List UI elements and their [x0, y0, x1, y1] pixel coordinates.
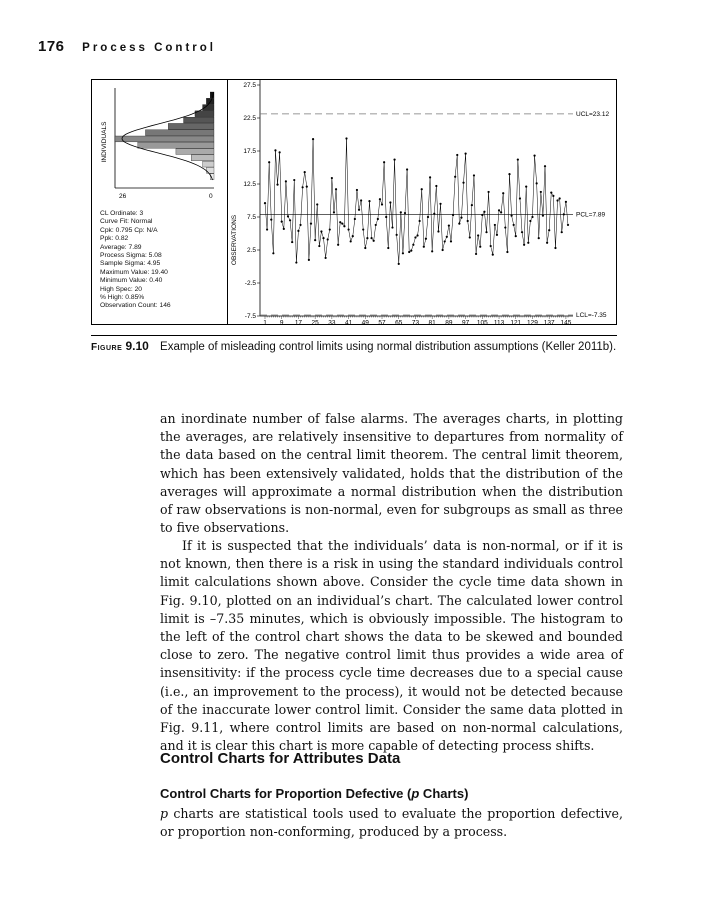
- data-point: [291, 241, 293, 243]
- histogram-bar: [138, 142, 214, 148]
- data-point: [477, 234, 479, 236]
- data-point: [521, 231, 523, 233]
- x-tick-label: 57: [378, 319, 386, 324]
- data-point: [389, 201, 391, 203]
- figure-number: 9.10: [125, 339, 149, 353]
- data-point: [266, 228, 268, 230]
- data-point: [299, 224, 301, 226]
- x-tick-label: 17: [294, 319, 303, 324]
- data-point: [404, 212, 406, 214]
- data-point: [471, 204, 473, 206]
- data-point: [510, 215, 512, 217]
- data-point: [385, 216, 387, 218]
- y-axis-label: OBSERVATIONS: [231, 214, 238, 266]
- data-point: [454, 176, 456, 178]
- data-point: [485, 231, 487, 233]
- hist-left-tick: 26: [119, 193, 127, 200]
- data-point: [554, 247, 556, 249]
- data-point: [327, 238, 329, 240]
- data-point: [381, 203, 383, 205]
- data-point: [285, 180, 287, 182]
- data-point: [481, 214, 483, 216]
- data-point: [398, 263, 400, 265]
- data-point: [465, 153, 467, 155]
- data-point: [513, 224, 515, 226]
- data-point: [494, 224, 496, 226]
- data-point: [492, 254, 494, 256]
- data-point: [329, 228, 331, 230]
- data-point: [446, 236, 448, 238]
- figure-9-10: [91, 79, 617, 325]
- heading-text: Charts): [419, 786, 469, 801]
- data-point: [362, 228, 364, 230]
- y-tick-label: 27.5: [243, 82, 256, 90]
- histogram-bar: [168, 123, 214, 129]
- data-point: [383, 161, 385, 163]
- data-point: [322, 237, 324, 239]
- histogram-svg: [92, 80, 228, 205]
- individuals-axis-label: INDIVIDUALS: [101, 121, 108, 163]
- stat-line: Process Sigma: 5.08: [100, 252, 162, 260]
- x-tick-label: 145: [560, 319, 572, 324]
- histogram-bar: [176, 149, 214, 155]
- data-point: [458, 223, 460, 225]
- data-point: [287, 215, 289, 217]
- paragraph: [160, 805, 623, 841]
- data-point: [308, 259, 310, 261]
- figure-caption: [91, 339, 617, 355]
- data-point: [320, 230, 322, 232]
- x-tick-label: 1: [263, 319, 267, 324]
- stat-line: Curve Fit: Normal: [100, 218, 153, 226]
- data-point: [473, 174, 475, 176]
- data-point: [402, 252, 404, 254]
- stat-line: Sample Sigma: 4.95: [100, 260, 161, 268]
- data-point: [295, 261, 297, 263]
- data-point: [544, 165, 546, 167]
- x-tick-label: 89: [445, 319, 453, 324]
- paragraph: an inordinate number of false alarms. The averages charts, in plotting the averages, are relatively insensitive to departures from normality of the data based on the central limit theorem. The central limit theorem, which has been extensively validated, holds that the distribution of the averages will approximate a normal distribution when the distribution of raw observations is non-normal, even for subgroups as small as three to five observations.: [160, 411, 623, 536]
- data-point: [561, 231, 563, 233]
- y-ticks: [243, 82, 260, 320]
- y-tick-label: 7.5: [246, 214, 256, 222]
- data-point: [425, 238, 427, 240]
- stat-line: Cpk: 0.795 Cp: N/A: [100, 226, 158, 234]
- data-point: [377, 218, 379, 220]
- data-point: [419, 220, 421, 222]
- data-point: [460, 217, 462, 219]
- stat-line: Ppk: 0.82: [100, 235, 129, 243]
- x-tick-label: 97: [461, 319, 470, 324]
- data-point: [548, 229, 550, 231]
- x-tick-label: 105: [476, 319, 488, 324]
- data-point: [490, 245, 492, 247]
- data-point: [416, 234, 418, 236]
- y-tick-label: 2.5: [246, 247, 256, 255]
- stat-line: % High: 0.85%: [100, 294, 145, 302]
- italic-p: p: [160, 806, 169, 821]
- data-point: [452, 214, 454, 216]
- page-number: 176: [38, 38, 65, 55]
- data-point: [391, 226, 393, 228]
- stat-line: Average: 7.89: [100, 243, 142, 251]
- stats-list: [100, 210, 171, 311]
- histogram-bar: [203, 161, 214, 167]
- x-tick-label: 113: [493, 319, 505, 324]
- data-point: [504, 226, 506, 228]
- subsection-heading: [160, 786, 468, 801]
- data-point: [523, 244, 525, 246]
- data-point: [293, 179, 295, 181]
- data-point: [469, 236, 471, 238]
- data-point: [444, 240, 446, 242]
- data-point: [341, 223, 343, 225]
- data-point: [387, 247, 389, 249]
- data-point: [442, 249, 444, 251]
- data-point: [337, 244, 339, 246]
- data-point: [431, 250, 433, 252]
- data-point: [274, 149, 276, 151]
- section-heading: Control Charts for Attributes Data: [160, 750, 401, 767]
- data-point: [519, 197, 521, 199]
- data-point: [421, 188, 423, 190]
- heading-text: Control Charts for Proportion Defective (: [160, 786, 412, 801]
- data-point: [283, 228, 285, 230]
- x-tick-label: 9: [279, 319, 284, 324]
- data-point: [542, 215, 544, 217]
- histogram-bar: [191, 155, 214, 161]
- data-point: [270, 219, 272, 221]
- data-point: [546, 242, 548, 244]
- running-head: [38, 38, 216, 55]
- data-point: [556, 199, 558, 201]
- data-point: [302, 186, 304, 188]
- data-point: [350, 240, 352, 242]
- data-point: [479, 246, 481, 248]
- x-tick-label: 25: [311, 319, 319, 324]
- lcl-label: LCL=-7.35: [576, 312, 607, 320]
- stat-line: Minimum Value: 0.40: [100, 277, 163, 285]
- data-point: [427, 216, 429, 218]
- chapter-title: Process Control: [82, 42, 216, 54]
- data-point: [500, 211, 502, 213]
- data-point: [354, 218, 356, 220]
- data-point: [373, 240, 375, 242]
- data-point: [540, 191, 542, 193]
- hist-right-tick: 0: [209, 193, 213, 200]
- x-tick-label: 137: [543, 319, 555, 324]
- data-point: [400, 211, 402, 213]
- y-tick-label: -2.5: [244, 280, 256, 288]
- data-point: [498, 209, 500, 211]
- paragraph: If it is suspected that the individuals’ data is non-normal, or if it is not known, then there is a risk in using the standard individuals control limit calculations shown above. Consider the cycle time data shown in Fig. 9.10, plotted on an individual’s chart. The calculated lower control limit is –7.35 minutes, which is obviously impossible. The histogram to the left of the control chart shows the data to be skewed and bounded close to zero. The negative control limit thus provides a wide area of insensitivity: if the process cycle time decreases due to a special cause (i.e., an improvement to the process), it would not be detected because of the inaccurate lower control limit. Consider the same data plotted in Fig. 9.11, where control limits are based on non-normal calculations, and it is clear this chart is more capable of detecting process shifts.: [160, 538, 623, 754]
- data-point: [448, 224, 450, 226]
- caption-text: Example of misleading control limits using normal distribution assumptions (Keller 2011b).: [160, 341, 617, 353]
- data-point: [276, 184, 278, 186]
- data-point: [331, 177, 333, 179]
- histogram-bar: [145, 130, 214, 136]
- data-point: [508, 173, 510, 175]
- data-point: [375, 224, 377, 226]
- data-point: [496, 234, 498, 236]
- y-tick-label: 22.5: [243, 115, 256, 123]
- data-point: [467, 220, 469, 222]
- data-point: [433, 213, 435, 215]
- data-point: [563, 213, 565, 215]
- data-point: [356, 189, 358, 191]
- data-point: [364, 247, 366, 249]
- x-tick-label: 49: [361, 319, 369, 324]
- data-point: [531, 216, 533, 218]
- data-point: [318, 245, 320, 247]
- heading-italic: p: [411, 786, 420, 801]
- data-point: [379, 198, 381, 200]
- data-point: [550, 191, 552, 193]
- data-point: [533, 155, 535, 157]
- data-point: [412, 244, 414, 246]
- histogram-bar: [115, 136, 214, 142]
- data-point: [450, 240, 452, 242]
- data-point: [279, 151, 281, 153]
- control-chart: [228, 80, 617, 324]
- x-tick-label: 73: [411, 319, 420, 324]
- y-tick-label: -7.5: [244, 313, 256, 321]
- data-point: [559, 197, 561, 199]
- y-tick-label: 17.5: [243, 148, 256, 156]
- data-point: [345, 137, 347, 139]
- data-point: [483, 211, 485, 213]
- histogram-panel: [92, 80, 228, 324]
- histogram-bar: [184, 117, 214, 123]
- data-point: [552, 195, 554, 197]
- data-point: [333, 211, 335, 213]
- x-tick-label: 129: [527, 319, 538, 324]
- data-point: [536, 182, 538, 184]
- data-point: [538, 237, 540, 239]
- data-point: [456, 154, 458, 156]
- paragraph-text: charts are statistical tools used to evaluate the proportion defective, or proportion non-conforming, produced by a process.: [160, 806, 623, 840]
- x-tick-label: 33: [328, 319, 336, 324]
- data-point: [396, 234, 398, 236]
- data-point: [312, 138, 314, 140]
- data-point: [335, 188, 337, 190]
- data-point: [437, 230, 439, 232]
- data-point: [567, 224, 569, 226]
- data-point: [268, 161, 270, 163]
- data-point: [272, 252, 274, 254]
- caption-rule: [91, 335, 617, 336]
- data-point: [339, 221, 341, 223]
- data-point: [408, 251, 410, 253]
- data-point: [343, 225, 345, 227]
- data-point: [414, 236, 416, 238]
- data-point: [565, 201, 567, 203]
- stat-line: Observation Count: 146: [100, 302, 171, 310]
- stat-line: High Spec: 20: [100, 285, 143, 293]
- data-point: [423, 246, 425, 248]
- stat-line: CL Ordinate: 3: [100, 210, 144, 217]
- data-point: [370, 237, 372, 239]
- data-point: [264, 202, 266, 204]
- data-point: [325, 257, 327, 259]
- data-point: [527, 242, 529, 244]
- data-point: [368, 200, 370, 202]
- data-point: [297, 230, 299, 232]
- ucl-label: UCL=23.12: [576, 111, 610, 119]
- data-point: [475, 253, 477, 255]
- data-point: [310, 223, 312, 225]
- data-point: [439, 203, 441, 205]
- data-point: [358, 209, 360, 211]
- x-tick-label: 121: [510, 319, 522, 324]
- data-point: [366, 237, 368, 239]
- data-point: [462, 182, 464, 184]
- data-point: [306, 186, 308, 188]
- data-point: [529, 220, 531, 222]
- data-point: [517, 158, 519, 160]
- observation-line: [265, 138, 568, 263]
- x-tick-label: 65: [395, 319, 403, 324]
- y-tick-label: 12.5: [243, 181, 256, 189]
- data-point: [429, 176, 431, 178]
- data-point: [314, 239, 316, 241]
- figure-label: Figure: [91, 342, 123, 353]
- x-tick-label: 41: [344, 319, 353, 324]
- data-point: [304, 171, 306, 173]
- data-point: [502, 192, 504, 194]
- x-tick-label: 81: [428, 319, 436, 324]
- data-point: [281, 221, 283, 223]
- x-ticks: [263, 316, 572, 324]
- pcl-label: PCL=7.89: [576, 211, 606, 219]
- data-point: [435, 185, 437, 187]
- data-point: [525, 186, 527, 188]
- data-point: [360, 199, 362, 201]
- data-point: [410, 250, 412, 252]
- data-point: [487, 191, 489, 193]
- data-point: [393, 158, 395, 160]
- data-point: [506, 251, 508, 253]
- data-point: [289, 219, 291, 221]
- data-point: [347, 228, 349, 230]
- data-point: [406, 168, 408, 170]
- data-point: [352, 235, 354, 237]
- data-point: [316, 203, 318, 205]
- stat-line: Maximum Value: 19.40: [100, 268, 168, 276]
- data-point: [515, 235, 517, 237]
